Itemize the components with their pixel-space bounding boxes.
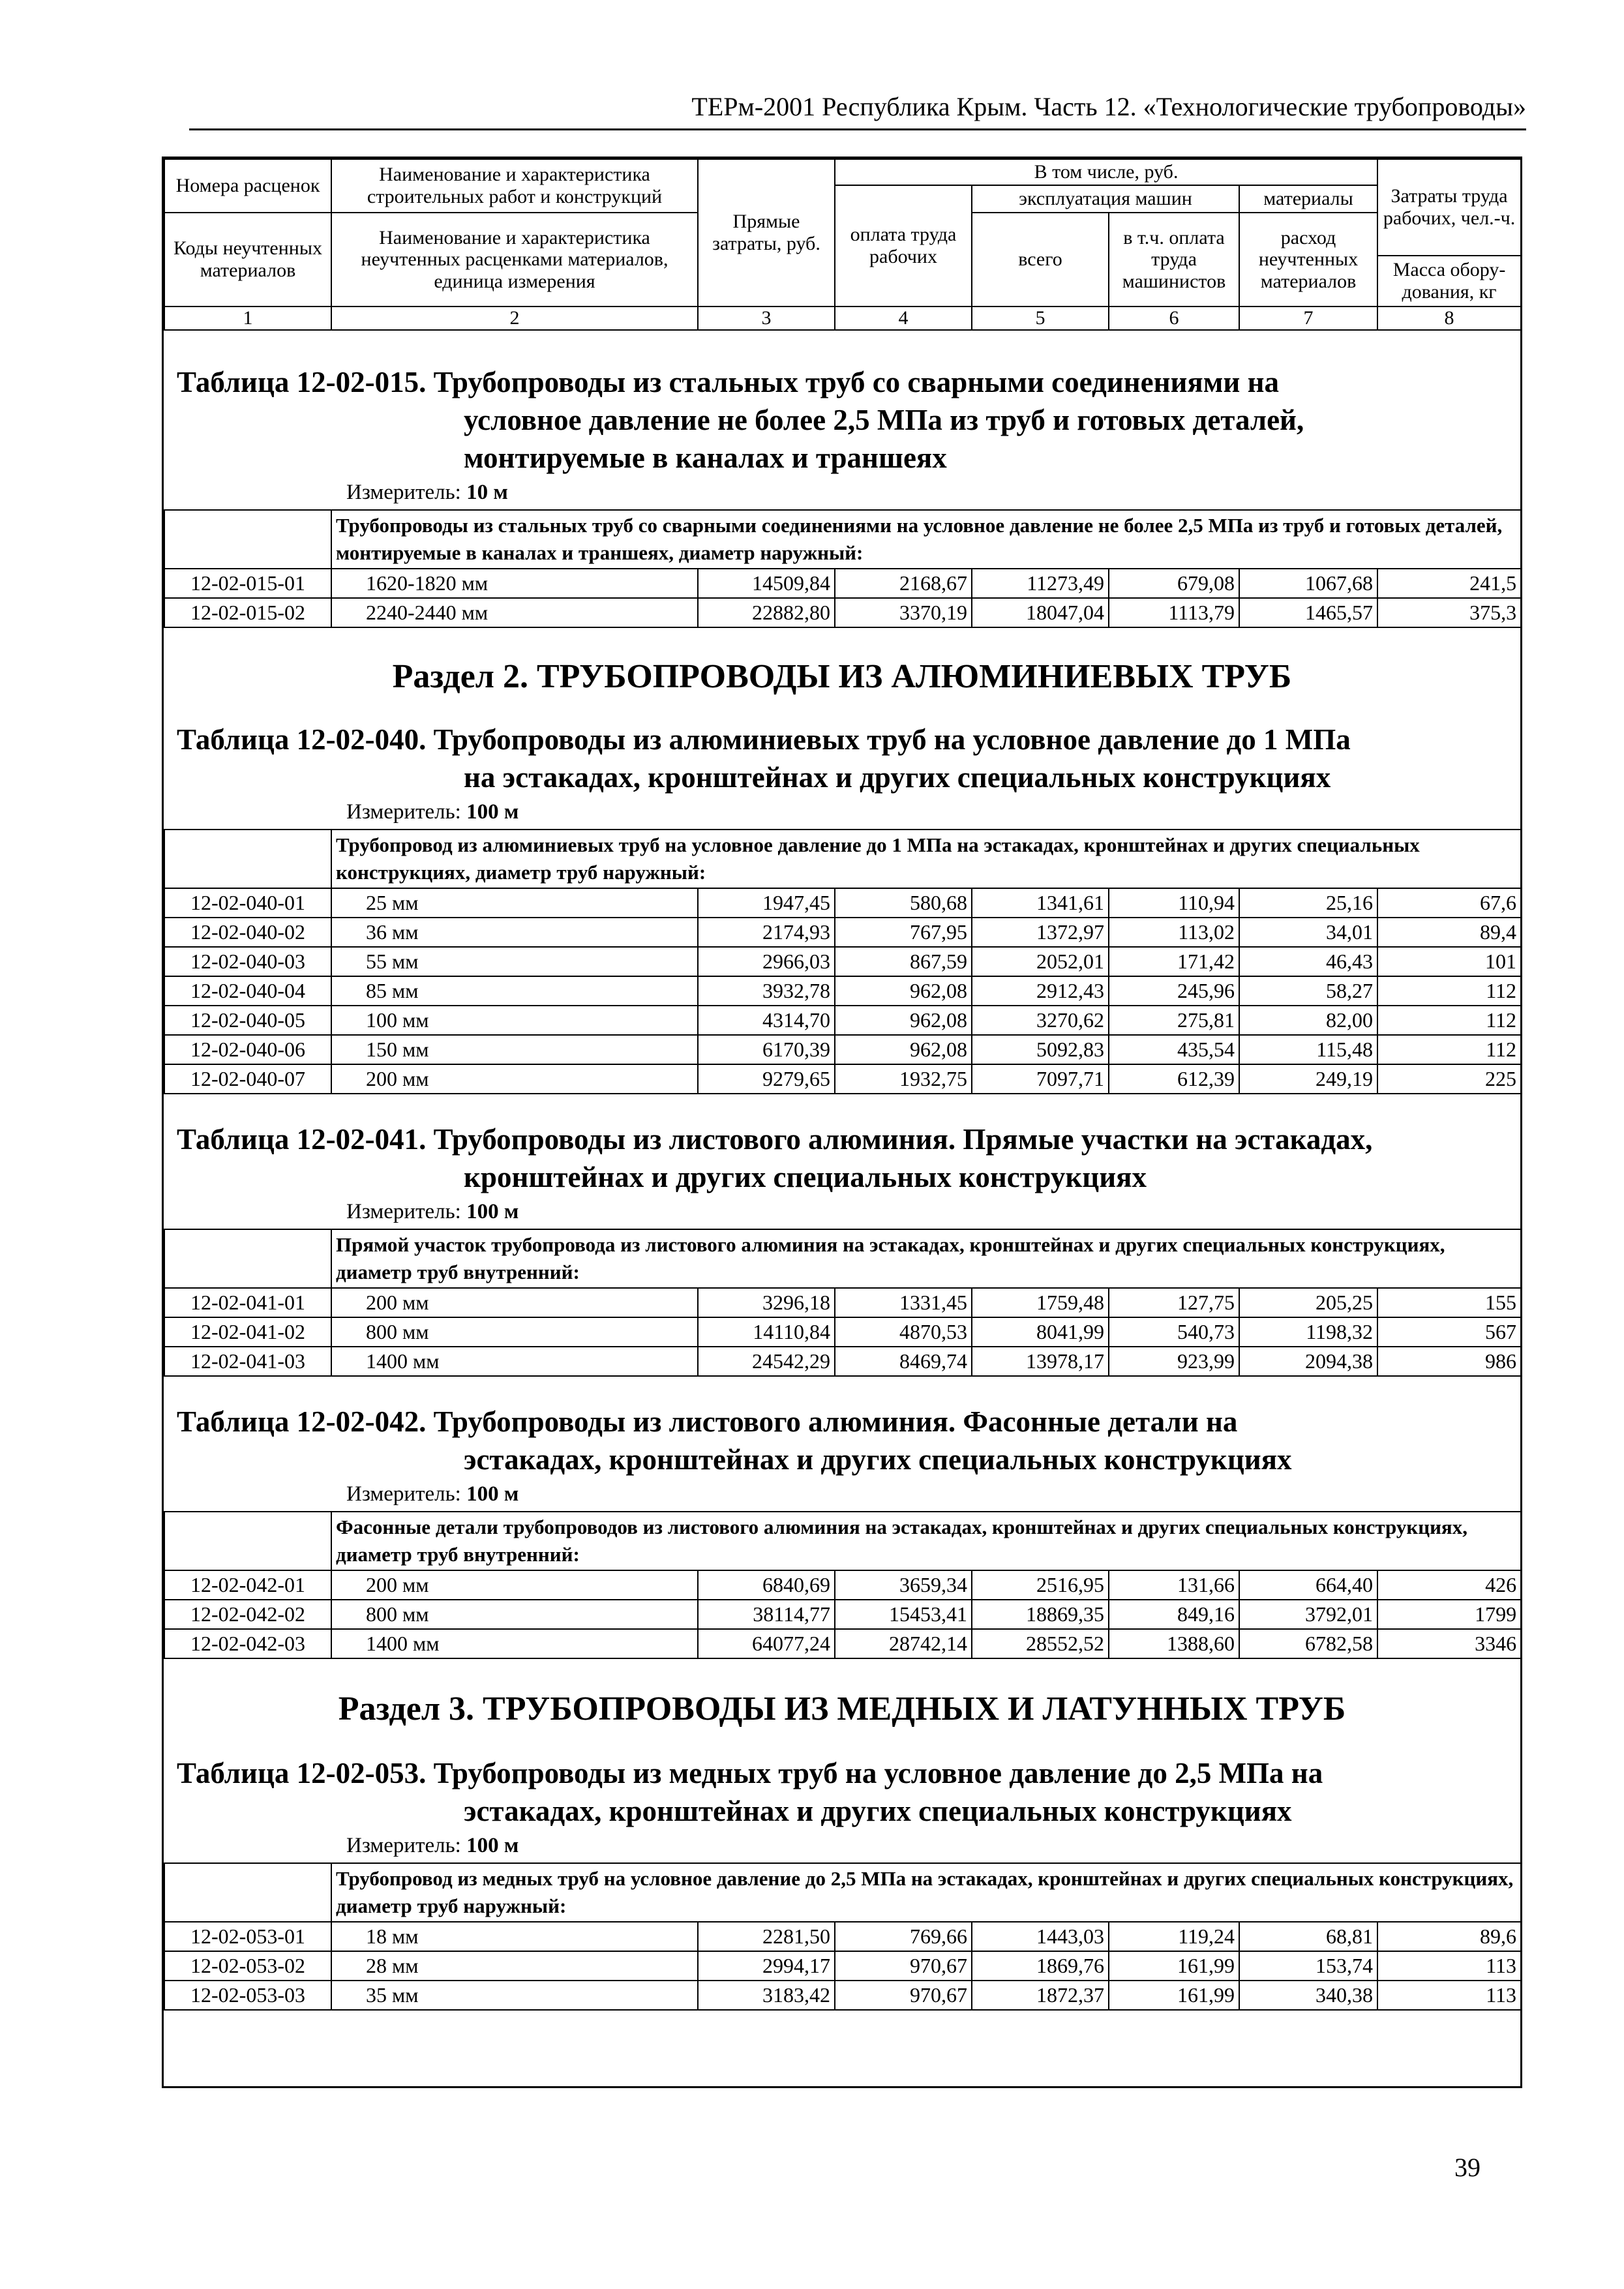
col2-bottom-header: Наименование и характеристика неучтенных расценками материалов, единица измерения xyxy=(331,213,698,307)
value-cell: 970,67 xyxy=(835,1951,972,1981)
machines-header: эксплуатация машин xyxy=(972,185,1239,213)
col-number: 5 xyxy=(972,307,1109,330)
value-cell: 25,16 xyxy=(1239,888,1377,918)
rate-name: 150 мм xyxy=(331,1035,698,1064)
value-cell: 127,75 xyxy=(1109,1288,1239,1317)
value-cell: 867,59 xyxy=(835,947,972,976)
value-cell: 171,42 xyxy=(1109,947,1239,976)
value-cell: 986 xyxy=(1377,1347,1521,1376)
rate-code: 12-02-040-02 xyxy=(164,918,331,947)
value-cell: 11273,49 xyxy=(972,569,1109,598)
value-cell: 82,00 xyxy=(1239,1006,1377,1035)
value-cell: 4314,70 xyxy=(698,1006,835,1035)
col-number: 7 xyxy=(1239,307,1377,330)
value-cell: 970,67 xyxy=(835,1981,972,2010)
table-row xyxy=(164,888,1521,918)
value-cell: 962,08 xyxy=(835,976,972,1006)
value-cell: 110,94 xyxy=(1109,888,1239,918)
value-cell: 113 xyxy=(1377,1981,1521,2010)
rate-name: 100 мм xyxy=(331,1006,698,1035)
table-row xyxy=(164,1006,1521,1035)
value-cell: 2174,93 xyxy=(698,918,835,947)
description-row xyxy=(164,1229,1521,1288)
value-cell: 18047,04 xyxy=(972,598,1109,627)
measure-label: Измеритель: xyxy=(346,1833,461,1857)
value-cell: 6782,58 xyxy=(1239,1629,1377,1658)
measure-label: Измеритель: xyxy=(346,1482,461,1506)
value-cell: 1465,57 xyxy=(1239,598,1377,627)
value-cell: 1932,75 xyxy=(835,1064,972,1094)
table-title-line: Таблица 12-02-041. Трубопроводы из листового алюминия. Прямые участки на эстакадах, xyxy=(177,1122,1373,1156)
measure-unit xyxy=(164,796,1520,829)
rate-code: 12-02-015-02 xyxy=(164,598,331,627)
value-cell: 4870,53 xyxy=(835,1317,972,1347)
col-number: 8 xyxy=(1377,307,1521,330)
column-header xyxy=(164,158,1522,331)
table-row xyxy=(164,569,1521,598)
measure-label: Измеритель: xyxy=(346,1199,461,1223)
value-cell: 155 xyxy=(1377,1288,1521,1317)
value-cell: 1198,32 xyxy=(1239,1317,1377,1347)
value-cell: 64077,24 xyxy=(698,1629,835,1658)
description-row xyxy=(164,1512,1521,1570)
value-cell: 3932,78 xyxy=(698,976,835,1006)
value-cell: 679,08 xyxy=(1109,569,1239,598)
value-cell: 8041,99 xyxy=(972,1317,1109,1347)
value-cell: 2912,43 xyxy=(972,976,1109,1006)
table-title-line: на эстакадах, кронштейнах и других специальных конструкциях xyxy=(464,760,1331,794)
value-cell: 340,38 xyxy=(1239,1981,1377,2010)
value-cell: 7097,71 xyxy=(972,1064,1109,1094)
description-code-cell xyxy=(164,510,331,569)
value-cell: 205,25 xyxy=(1239,1288,1377,1317)
value-cell: 112 xyxy=(1377,976,1521,1006)
value-cell: 241,5 xyxy=(1377,569,1521,598)
description-code-cell xyxy=(164,830,331,888)
value-cell: 2516,95 xyxy=(972,1570,1109,1600)
value-cell: 112 xyxy=(1377,1006,1521,1035)
value-cell: 375,3 xyxy=(1377,598,1521,627)
rate-name: 28 мм xyxy=(331,1951,698,1981)
table-row xyxy=(164,1629,1521,1658)
value-cell: 1067,68 xyxy=(1239,569,1377,598)
value-cell: 67,6 xyxy=(1377,888,1521,918)
value-cell: 612,39 xyxy=(1109,1064,1239,1094)
measure-unit xyxy=(164,1830,1520,1863)
value-cell: 22882,80 xyxy=(698,598,835,627)
value-cell: 2052,01 xyxy=(972,947,1109,976)
description-text: Фасонные детали трубопроводов из листового алюминия на эстакадах, кронштейнах и других специальных конструкциях, диаметр труб внутренний: xyxy=(331,1512,1521,1570)
table-row xyxy=(164,1922,1521,1951)
table-row xyxy=(164,1317,1521,1347)
rate-code: 12-02-040-01 xyxy=(164,888,331,918)
rate-code: 12-02-040-06 xyxy=(164,1035,331,1064)
measure-unit xyxy=(164,477,1520,509)
value-cell: 275,81 xyxy=(1109,1006,1239,1035)
rate-code: 12-02-053-01 xyxy=(164,1922,331,1951)
description-code-cell xyxy=(164,1229,331,1288)
description-code-cell xyxy=(164,1512,331,1570)
rate-code: 12-02-042-02 xyxy=(164,1600,331,1629)
value-cell: 1331,45 xyxy=(835,1288,972,1317)
rate-code: 12-02-042-03 xyxy=(164,1629,331,1658)
value-cell: 567 xyxy=(1377,1317,1521,1347)
table-title-line: монтируемые в каналах и траншеях xyxy=(464,441,947,474)
value-cell: 2281,50 xyxy=(698,1922,835,1951)
rate-name: 800 мм xyxy=(331,1600,698,1629)
table-title-line: Таблица 12-02-053. Трубопроводы из медных труб на условное давление до 2,5 МПа на xyxy=(177,1756,1323,1789)
value-cell: 9279,65 xyxy=(698,1064,835,1094)
value-cell: 89,6 xyxy=(1377,1922,1521,1951)
value-cell: 13978,17 xyxy=(972,1347,1109,1376)
rate-name: 25 мм xyxy=(331,888,698,918)
rate-code: 12-02-041-03 xyxy=(164,1347,331,1376)
value-cell: 68,81 xyxy=(1239,1922,1377,1951)
value-cell: 8469,74 xyxy=(835,1347,972,1376)
value-cell: 245,96 xyxy=(1109,976,1239,1006)
rate-code: 12-02-040-04 xyxy=(164,976,331,1006)
rate-code: 12-02-041-01 xyxy=(164,1288,331,1317)
rate-code: 12-02-040-05 xyxy=(164,1006,331,1035)
materials-header: материалы xyxy=(1239,185,1377,213)
table-row xyxy=(164,976,1521,1006)
rate-name: 36 мм xyxy=(331,918,698,947)
table-row xyxy=(164,598,1521,627)
value-cell: 3296,18 xyxy=(698,1288,835,1317)
value-cell: 24542,29 xyxy=(698,1347,835,1376)
value-cell: 3183,42 xyxy=(698,1981,835,2010)
table-row xyxy=(164,1288,1521,1317)
rate-name: 1400 мм xyxy=(331,1629,698,1658)
table-title-line: эстакадах, кронштейнах и других специальных конструкциях xyxy=(464,1443,1292,1476)
table-title-line: Таблица 12-02-015. Трубопроводы из стальных труб со сварными соединениями на xyxy=(177,365,1280,398)
table-row xyxy=(164,1035,1521,1064)
rate-code: 12-02-041-02 xyxy=(164,1317,331,1347)
value-cell: 113,02 xyxy=(1109,918,1239,947)
value-cell: 1341,61 xyxy=(972,888,1109,918)
table-row xyxy=(164,918,1521,947)
measure-unit xyxy=(164,1196,1520,1229)
value-cell: 46,43 xyxy=(1239,947,1377,976)
running-header: ТЕРм-2001 Республика Крым. Часть 12. «Технологические трубопроводы» xyxy=(189,85,1526,130)
value-cell: 119,24 xyxy=(1109,1922,1239,1951)
rates-table xyxy=(164,829,1522,1094)
value-cell: 767,95 xyxy=(835,918,972,947)
value-cell: 426 xyxy=(1377,1570,1521,1600)
measure-unit xyxy=(164,1478,1520,1511)
description-row xyxy=(164,510,1521,569)
col4-header: оплата труда рабочих xyxy=(835,185,972,307)
description-text: Трубопроводы из стальных труб со сварными соединениями на условное давление не более 2,5 МПа из труб и готовых деталей, монтируемые в каналах и траншеях, диаметр наружный: xyxy=(331,510,1521,569)
col8-bottom-header: Масса обору-дования, кг xyxy=(1377,256,1521,307)
value-cell: 249,19 xyxy=(1239,1064,1377,1094)
col-number: 4 xyxy=(835,307,972,330)
value-cell: 1872,37 xyxy=(972,1981,1109,2010)
value-cell: 89,4 xyxy=(1377,918,1521,947)
rates-table xyxy=(164,1229,1522,1377)
table-row xyxy=(164,1347,1521,1376)
value-cell: 580,68 xyxy=(835,888,972,918)
rates-table xyxy=(164,509,1522,628)
measure-value: 100 м xyxy=(466,1833,519,1857)
col2-top-header: Наименование и характеристика строительных работ и конструкций xyxy=(331,159,698,213)
value-cell: 3792,01 xyxy=(1239,1600,1377,1629)
value-cell: 38114,77 xyxy=(698,1600,835,1629)
section-title: Раздел 3. ТРУБОПРОВОДЫ ИЗ МЕДНЫХ И ЛАТУННЫХ ТРУБ xyxy=(338,1690,1346,1728)
rate-code: 12-02-040-07 xyxy=(164,1064,331,1094)
value-cell: 34,01 xyxy=(1239,918,1377,947)
value-cell: 2168,67 xyxy=(835,569,972,598)
table-row xyxy=(164,1981,1521,2010)
description-row xyxy=(164,1863,1521,1922)
page-number: 39 xyxy=(1454,2153,1481,2182)
value-cell: 1113,79 xyxy=(1109,598,1239,627)
table-title-line: условное давление не более 2,5 МПа из труб и готовых деталей, xyxy=(464,403,1304,436)
value-cell: 101 xyxy=(1377,947,1521,976)
col1-bottom-header: Коды неучтенных материалов xyxy=(164,213,331,307)
value-cell: 1947,45 xyxy=(698,888,835,918)
measure-value: 100 м xyxy=(466,800,519,824)
rate-name: 1620-1820 мм xyxy=(331,569,698,598)
value-cell: 962,08 xyxy=(835,1035,972,1064)
measure-value: 10 м xyxy=(466,480,508,504)
table-title-line: кронштейнах и других специальных конструкциях xyxy=(464,1160,1147,1193)
value-cell: 3270,62 xyxy=(972,1006,1109,1035)
including-header: В том числе, руб. xyxy=(835,159,1377,185)
measure-label: Измеритель: xyxy=(346,480,461,504)
value-cell: 15453,41 xyxy=(835,1600,972,1629)
value-cell: 225 xyxy=(1377,1064,1521,1094)
col-number: 1 xyxy=(164,307,331,330)
value-cell: 1388,60 xyxy=(1109,1629,1239,1658)
value-cell: 1869,76 xyxy=(972,1951,1109,1981)
value-cell: 2966,03 xyxy=(698,947,835,976)
value-cell: 58,27 xyxy=(1239,976,1377,1006)
description-code-cell xyxy=(164,1863,331,1922)
col-number: 2 xyxy=(331,307,698,330)
value-cell: 153,74 xyxy=(1239,1951,1377,1981)
rate-name: 200 мм xyxy=(331,1288,698,1317)
value-cell: 540,73 xyxy=(1109,1317,1239,1347)
table-row xyxy=(164,947,1521,976)
value-cell: 1799 xyxy=(1377,1600,1521,1629)
value-cell: 14509,84 xyxy=(698,569,835,598)
col-number: 3 xyxy=(698,307,835,330)
value-cell: 923,99 xyxy=(1109,1347,1239,1376)
table-title xyxy=(164,1377,1520,1478)
value-cell: 161,99 xyxy=(1109,1951,1239,1981)
table-row xyxy=(164,1064,1521,1094)
table-row xyxy=(164,1600,1521,1629)
table-title-line: эстакадах, кронштейнах и других специальных конструкциях xyxy=(464,1794,1292,1827)
rate-name: 55 мм xyxy=(331,947,698,976)
col1-top-header: Номера расценок xyxy=(164,159,331,213)
description-text: Прямой участок трубопровода из листового алюминия на эстакадах, кронштейнах и других специальных конструкциях, диаметр труб внутренний: xyxy=(331,1229,1521,1288)
measure-value: 100 м xyxy=(466,1482,519,1506)
rate-code: 12-02-015-01 xyxy=(164,569,331,598)
rate-name: 2240-2440 мм xyxy=(331,598,698,627)
col7-header: расход неучтенных материалов xyxy=(1239,213,1377,307)
table-title xyxy=(164,1728,1520,1830)
col6-header: в т.ч. оплата труда машинистов xyxy=(1109,213,1239,307)
table-title xyxy=(164,331,1520,477)
rate-code: 12-02-040-03 xyxy=(164,947,331,976)
value-cell: 3659,34 xyxy=(835,1570,972,1600)
value-cell: 161,99 xyxy=(1109,1981,1239,2010)
col8-top-header: Затраты труда рабочих, чел.-ч. xyxy=(1377,159,1521,256)
measure-value: 100 м xyxy=(466,1199,519,1223)
value-cell: 435,54 xyxy=(1109,1035,1239,1064)
value-cell: 3370,19 xyxy=(835,598,972,627)
value-cell: 115,48 xyxy=(1239,1035,1377,1064)
col-number: 6 xyxy=(1109,307,1239,330)
rate-name: 200 мм xyxy=(331,1064,698,1094)
rate-name: 200 мм xyxy=(331,1570,698,1600)
value-cell: 2094,38 xyxy=(1239,1347,1377,1376)
value-cell: 18869,35 xyxy=(972,1600,1109,1629)
value-cell: 2994,17 xyxy=(698,1951,835,1981)
rate-name: 35 мм xyxy=(331,1981,698,2010)
table-title xyxy=(164,1094,1520,1196)
value-cell: 113 xyxy=(1377,1951,1521,1981)
rate-name: 18 мм xyxy=(331,1922,698,1951)
table-row xyxy=(164,1570,1521,1600)
value-cell: 962,08 xyxy=(835,1006,972,1035)
content-blocks xyxy=(164,331,1520,2011)
value-cell: 849,16 xyxy=(1109,1600,1239,1629)
rate-code: 12-02-042-01 xyxy=(164,1570,331,1600)
rate-code: 12-02-053-03 xyxy=(164,1981,331,2010)
description-row xyxy=(164,830,1521,888)
table-title-line: Таблица 12-02-042. Трубопроводы из листового алюминия. Фасонные детали на xyxy=(177,1405,1238,1438)
rate-code: 12-02-053-02 xyxy=(164,1951,331,1981)
section-title: Раздел 2. ТРУБОПРОВОДЫ ИЗ АЛЮМИНИЕВЫХ ТРУБ xyxy=(392,657,1292,695)
value-cell: 769,66 xyxy=(835,1922,972,1951)
value-cell: 28552,52 xyxy=(972,1629,1109,1658)
value-cell: 664,40 xyxy=(1239,1570,1377,1600)
value-cell: 1759,48 xyxy=(972,1288,1109,1317)
col5-header: всего xyxy=(972,213,1109,307)
value-cell: 5092,83 xyxy=(972,1035,1109,1064)
value-cell: 3346 xyxy=(1377,1629,1521,1658)
rates-table xyxy=(164,1863,1522,2011)
value-cell: 112 xyxy=(1377,1035,1521,1064)
col3-header: Прямые затраты, руб. xyxy=(698,159,835,307)
value-cell: 6170,39 xyxy=(698,1035,835,1064)
table-title xyxy=(164,695,1520,796)
rates-table xyxy=(164,1511,1522,1659)
value-cell: 131,66 xyxy=(1109,1570,1239,1600)
value-cell: 1443,03 xyxy=(972,1922,1109,1951)
description-text: Трубопровод из алюминиевых труб на условное давление до 1 МПа на эстакадах, кронштейнах и других специальных конструкциях, диаметр труб наружный: xyxy=(331,830,1521,888)
rate-name: 1400 мм xyxy=(331,1347,698,1376)
value-cell: 28742,14 xyxy=(835,1629,972,1658)
rate-name: 85 мм xyxy=(331,976,698,1006)
value-cell: 6840,69 xyxy=(698,1570,835,1600)
value-cell: 1372,97 xyxy=(972,918,1109,947)
main-table-frame xyxy=(162,157,1522,2088)
table-title-line: Таблица 12-02-040. Трубопроводы из алюминиевых труб на условное давление до 1 МПа xyxy=(177,723,1351,756)
rate-name: 800 мм xyxy=(331,1317,698,1347)
value-cell: 14110,84 xyxy=(698,1317,835,1347)
description-text: Трубопровод из медных труб на условное давление до 2,5 МПа на эстакадах, кронштейнах и других специальных конструкциях, диаметр труб наружный: xyxy=(331,1863,1521,1922)
measure-label: Измеритель: xyxy=(346,800,461,824)
table-row xyxy=(164,1951,1521,1981)
